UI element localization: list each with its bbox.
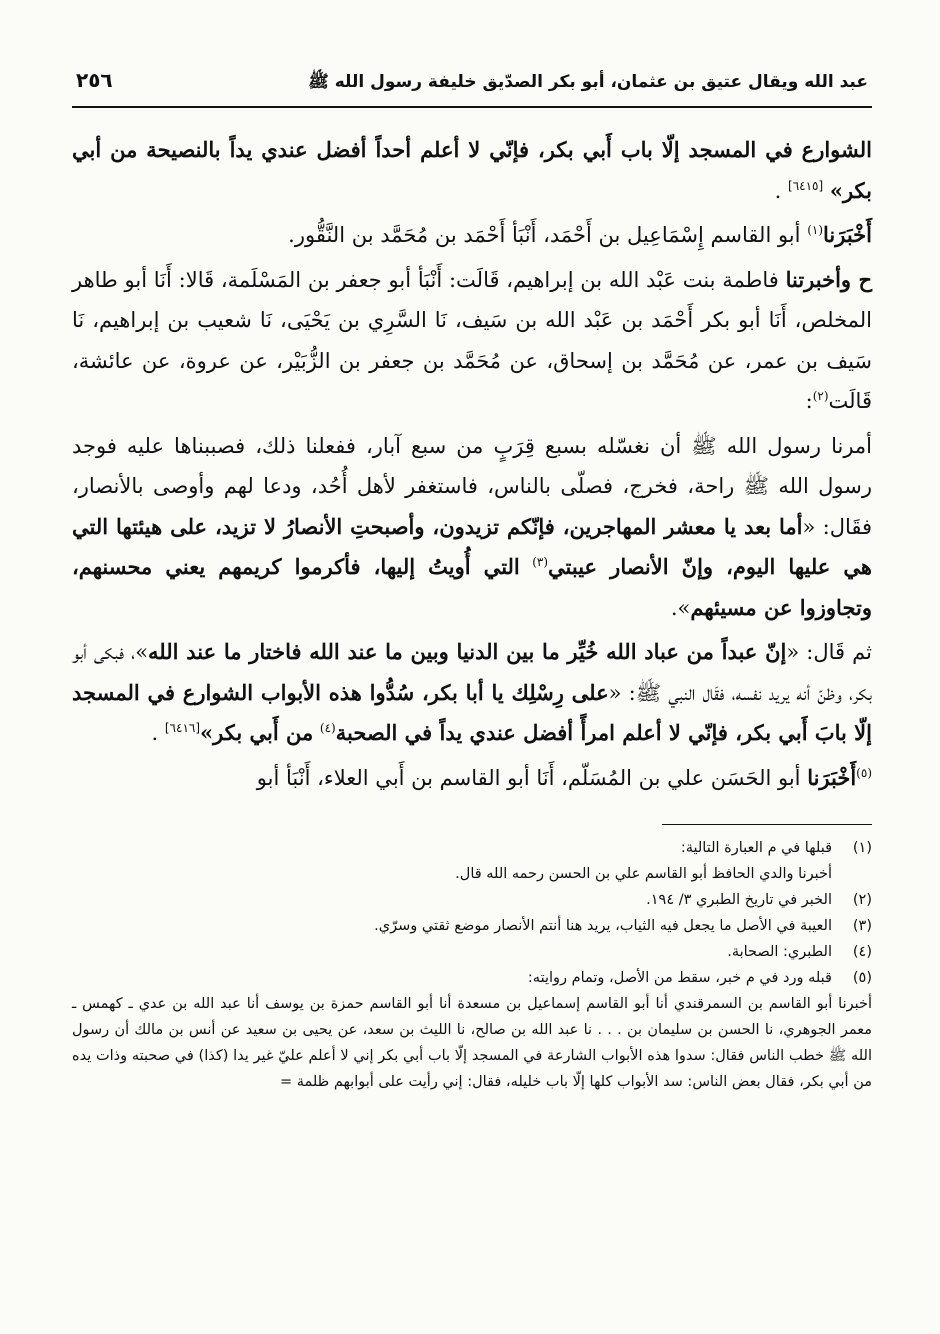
running-header <box>72 68 872 108</box>
footnote-ref: (١) <box>807 223 824 237</box>
footnote-text: العيبة في الأصل ما يجعل فيه الثياب، يريد هنا أنتم الأنصار موضع ثقتي وسرّي. <box>374 918 832 934</box>
punctuation: : <box>805 389 813 413</box>
footnote-number: (٥) <box>852 970 872 986</box>
paragraph-2 <box>72 215 872 256</box>
footnote-text: الخبر في تاريخ الطبري ٣/ ١٩٤. <box>646 892 832 908</box>
hadith-text: التي أُويتُ إليها، فأكرموا كريمهم يعني محسنهم، وتجاوزوا عن مسيئهم <box>72 554 872 620</box>
page-number: ٢٥٦ <box>76 68 113 92</box>
main-text <box>72 130 872 798</box>
footnote-text: قبله ورد في م خبر، سقط من الأصل، وتمام روايته: <box>527 970 832 986</box>
hadith-number: [٦٤١٦] <box>164 721 201 735</box>
isnad-text: أبو الحَسَن علي بن المُسَلّم، أَنَا أبو القاسم بن أَبي العلاء، أَنْبَأ أبو <box>256 765 801 790</box>
isnad-text: أبو القاسم إِسْمَاعِيل بن أَحْمَد، أَنْبَأ أَحْمَد بن مُحَمَّد بن النَّقُّور. <box>288 223 801 247</box>
narration-keyword: أَخْبَرَنا <box>823 222 872 247</box>
paragraph-5: ثم قَال: «إنّ عبداً من عباد الله خُيِّر ما بين الدنيا وبين ما عند الله فاختار ما عند الله»، فبكى أبو بكر، وظنّ أنه يريد نفسه، فقَال النبي ﷺ: «على رِسْلِك يا أبا بكر، سُدُّوا هذه الأبواب الشوارع في المسجد إلّا بابَ أَبي بكر، فإنّي لا أعلم امرأً أفضل عندي يداً في الصحبة$^{(٤)}$ من أَبي بكر»[٦٤١٦] . <box>72 639 873 745</box>
footnote-number: (٤) <box>852 944 872 960</box>
footnotes <box>72 835 872 1095</box>
footnote-ref: (٣) <box>532 555 549 569</box>
hadith-text: إنّ عبداً من عباد الله خُيِّر ما بين الدنيا وبين ما عند الله فاختار ما عند الله <box>148 639 787 664</box>
footnote-2 <box>72 887 872 913</box>
footnote-text: الطبري: الصحابة. <box>727 944 832 960</box>
footnote-4 <box>72 939 872 965</box>
footnote-ref: (٤) <box>319 721 336 735</box>
footnote-number: (٣) <box>852 918 872 934</box>
footnote-number: (٢) <box>852 892 872 908</box>
narration-keyword: ح وأخبرتنا <box>785 266 872 292</box>
isnad-text: فاطمة بنت عَبْد الله بن إبراهيم، قَالَت: أَنْبَأ أبو جعفر بن المَسْلَمة، قَالا: أَنَا أبو طاهر المخلص، أَنَا أبو بكر أَحْمَد بن عَبْد الله بن سَيف، نَا السَّرِي بن يَحْيَى، نَا شعيب بن إبراهيم، نَا سَيف بن عمر، عن مُحَمَّد بن إسحاق، عن مُحَمَّد بن جعفر بن الزُّبَيْر، عن عروة، عن عائشة، قَالَت <box>72 267 872 413</box>
footnote-ref: (٢) <box>812 389 829 403</box>
narration-keyword: أَخْبَرَنا <box>807 764 857 790</box>
footnote-1 <box>72 835 872 861</box>
footnote-text: قبلها في م العبارة التالية: <box>680 840 832 856</box>
narrative-text: ثم قَال: « <box>786 640 872 664</box>
paragraph-4 <box>72 426 872 629</box>
hadith-number: [٦٤١٥] <box>788 178 824 193</box>
running-title: عبد الله ويقال عتيق بن عثمان، أبو بكر الصدّيق خليفة رسول الله ﷺ <box>308 72 868 92</box>
footnote-continuation: أخبرنا والدي الحافظ أبو القاسم علي بن الحسن رحمه الله قال. <box>455 866 832 882</box>
hadith-text: من أَبي بكر» <box>200 720 314 745</box>
paragraph-3 <box>72 260 872 422</box>
hadith-text: الشوارع في المسجد إلّا باب أَبي بكر، فإنّي لا أعلم أحداً أفضل عندي يداً بالنصيحة من أبي بكر» <box>72 137 872 203</box>
narrative-text: أمرنا رسول الله ﷺ أن نغسّله بسبع قِرَبٍ من سبع آبار، ففعلنا ذلك، فصببناها عليه فوجد رسول الله ﷺ راحة، فخرج، فصلّى بالناس، فاستغفر لأهل أُحُد، ودعا لهم وأوصى بالأنصار، فقَال: « <box>72 433 873 539</box>
punctuation: ». <box>670 595 691 620</box>
footnote-divider <box>662 824 872 825</box>
footnote-ref: (٥) <box>856 765 872 780</box>
narrative-text: »، فبكى أبو بكر، وظنّ أنه يريد نفسه، فقَال النبي ﷺ: « <box>72 640 873 705</box>
footnote-3 <box>72 913 872 939</box>
footnote-number: (١) <box>852 840 872 856</box>
footnote-5 <box>72 965 872 991</box>
paragraph-6 <box>72 758 872 799</box>
footnote-continuation: أخبرنا أبو القاسم بن السمرقندي أنا أبو القاسم إسماعيل بن مسعدة أنا أبو القاسم حمزة بن يوسف أنا عبد الله بن عدي ـ كهمس ـ معمر الجوهري، نا الحسن بن سليمان بن . . . نا عبد الله بن صالح، نا الليث بن سعد، عن يحيى بن سعيد عن أنس بن مالك أن رسول الله ﷺ خطب الناس فقال: سدوا هذه الأبواب الشارعة في المسجد إلّا باب أبي بكر إني لا أعلم عليّ غير يدا (كذا) في صحبته وذات يده من أبي بكر، فقال بعض الناس: سد الأبواب كلها إلّا باب خليله، فقال: إني رأيت على أبوابهم ظلمة = <box>72 996 872 1090</box>
paragraph-1: الشوارع في المسجد إلّا باب أَبي بكر، فإنّي لا أعلم أحداً أفضل عندي يداً بالنصيحة من أبي بكر» [٦٤١٥] . <box>72 137 872 203</box>
hadith-text: أما بعد يا معشر المهاجرين، فإنّكم تزيدون، وأصبحتِ الأنصارُ لا تزيد، على هيئتها التي هي عليها اليوم، وإنّ الأنصار عيبتي <box>72 513 872 579</box>
hadith-text: على رِسْلِك يا أبا بكر، سُدُّوا هذه الأبواب الشوارع في المسجد إلّا بابَ أَبي بكر، فإنّي لا أعلم امرأً أفضل عندي يداً في الصحبة <box>72 679 872 745</box>
